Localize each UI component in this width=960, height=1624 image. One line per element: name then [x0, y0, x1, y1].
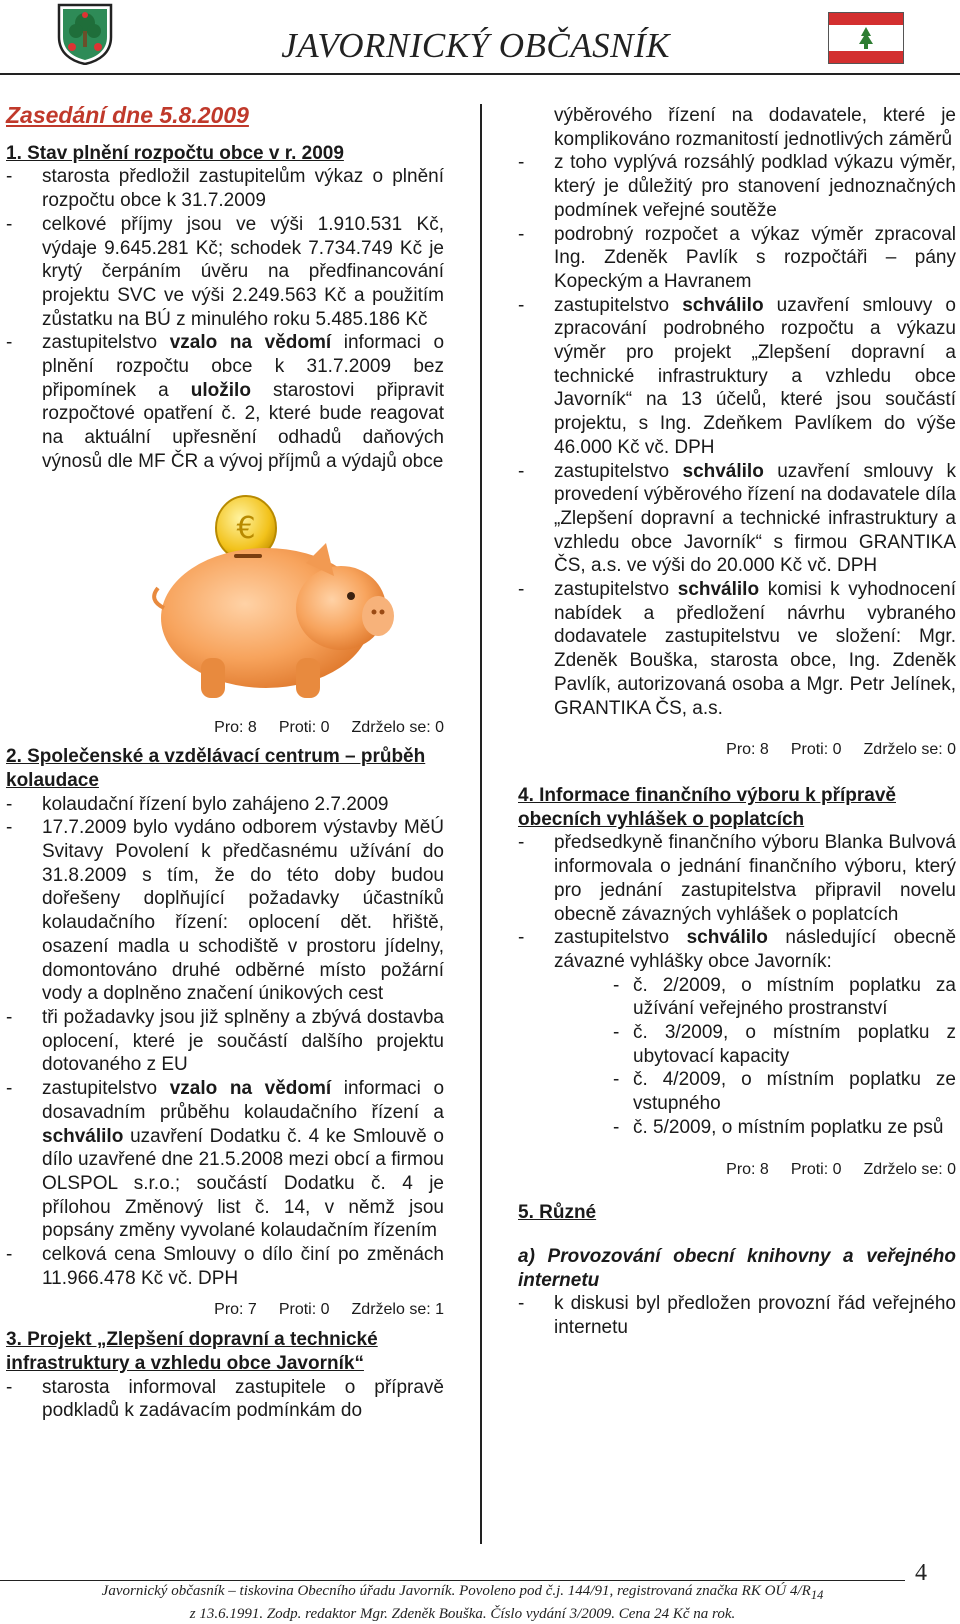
sub-list-item: - č. 2/2009, o místním poplatku za užívání veřejného prostranství	[613, 974, 956, 1020]
masthead	[0, 0, 960, 78]
list-item: - zastupitelstvo vzalo na vědomí informaci o dosavadním průběhu kolaudačního řízení a schválilo uzavření Dodatku č. 4 ke Smlouvě o dílo uzavřené dne 21.5.2008 mezi obcí a firmou OLSPOL s.r.o.; součástí Dodatku č. 4 je přílohou Změnový list č. 14, v němž jsou popsány změny vyvolané kolaudačním řízením	[6, 1078, 445, 1242]
meeting-date: Zasedání dne 5.8.2009	[6, 102, 249, 128]
footer-line-2: z 13.6.1991. Zodp. redaktor Mgr. Zdeněk Bouška. Číslo vydání 3/2009. Cena 24 Kč na rok.	[189, 1606, 736, 1622]
list-item: - zastupitelstvo vzalo na vědomí informaci o plnění rozpočtu obce k 31.7.2009 bez připomínek a uložilo starostovi připravit rozpočtové opatření č. 2, které bude reagovat na aktuální upřesnění odhadů daňových výnosů dle MF ČR a vývoj příjmů a výdajů obce	[6, 332, 445, 472]
left-column	[6, 104, 444, 1423]
vote-result: Pro: 8 Proti: 0 Zdrželo se: 0	[214, 718, 444, 736]
vote-result: Pro: 8 Proti: 0 Zdrželo se: 0	[726, 1160, 956, 1178]
section-3-heading: 3. Projekt „Zlepšení dopravní a technické infrastruktury a vzhledu obce Javorník“	[6, 1329, 378, 1374]
list-item: - tři požadavky jsou již splněny a zbývá dostavba oplocení, které je součástí dalšího projektu dotovaného z EU	[6, 1006, 444, 1076]
section-1-heading: 1. Stav plnění rozpočtu obce v r. 2009	[6, 142, 344, 164]
list-item: - zastupitelstvo schválilo uzavření smlouvy k provedení výběrového řízení na dodavatele díla „Zlepšení dopravní a technické infrastruktury a vzhledu obce Javorník“ s firmou GRANTIKA ČS, a.s. ve výši do 20.000 Kč vč. DPH	[518, 460, 956, 577]
footer-rule	[0, 1580, 905, 1581]
list-item: - starosta informoval zastupitele o přípravě podkladů k zadávacím podmínkám do	[6, 1376, 444, 1422]
masthead-rule	[0, 73, 960, 75]
list-item: - kolaudační řízení bylo zahájeno 2.7.2009	[6, 793, 389, 815]
list-item: - předsedkyně finančního výboru Blanka Bulvová informovala o jednání finančního výboru, který pro jednání zastupitelstva připravil novelu obecně závazných vyhlášek o poplatcích	[518, 832, 956, 925]
list-item: - z toho vyplývá rozsáhlý podklad výkazu výměr, který je důležitý pro stanovení jednoznačných podmínek veřejné soutěže	[518, 152, 956, 221]
section-2-heading: 2. Společenské a vzdělávací centrum – průběh kolaudace	[6, 746, 426, 791]
piggy-bank-icon	[146, 488, 446, 708]
subsection-heading: a) Provozování obecní knihovny a veřejného internetu	[518, 1245, 956, 1291]
list-item: - zastupitelstvo schválilo následující obecně závazné vyhlášky obce Javorník:	[518, 927, 957, 972]
footer-line-1: Javornický občasník – tiskovina Obecního úřadu Javorník. Povoleno pod č.j. 144/91, registrovaná značka RK OÚ $4/R_{14}$	[101, 1583, 824, 1602]
svg-text:€: €	[236, 510, 256, 546]
sub-list-item: - č. 5/2009, o místním poplatku ze psů	[613, 1116, 944, 1138]
list-item: - zastupitelstvo schválilo komisi k vyhodnocení nabídek a předložení návrhu vybraného dodavatele zastupitelstvu ve složení: Mgr. Zdeněk Bouška, starosta obce, Ing. Zdeněk Pavlík, autorizovaná osoba a Mgr. Petr Jelínek, GRANTIKA ČS, a.s.	[518, 579, 957, 719]
newsletter-title: JAVORNICKÝ OBČASNÍK	[281, 26, 670, 65]
vote-result: Pro: 8 Proti: 0 Zdrželo se: 0	[726, 741, 956, 759]
list-item: - celkové příjmy jsou ve výši 1.910.531 Kč, výdaje 9.645.281 Kč; schodek 7.734.749 Kč je krytý čerpáním úvěru na předfinancování projektu SVC ve výši 2.249.563 Kč a použitím zůstatku na BÚ z minulého roku 5.485.186 Kč	[6, 213, 444, 330]
sub-list-item: - č. 3/2009, o místním poplatku z ubytovací kapacity	[613, 1022, 956, 1067]
section-5-heading: 5. Různé	[518, 1202, 597, 1224]
section-4-heading: 4. Informace finančního výboru k přípravě obecních vyhlášek o poplatcích	[518, 784, 896, 830]
list-item: - celková cena Smlouvy o dílo činí po změnách 11.966.478 Kč vč. DPH	[6, 1244, 444, 1289]
page-number: 4	[915, 1560, 927, 1586]
list-item: - 17.7.2009 bylo vydáno odborem výstavby MěÚ Svitavy Povolení k předčasnému užívání do 31.8.2009 s tím, že do této doby budou dořešeny doplňující požadavky účastníků kolaudačního řízení: oplocení dět. hřiště, osazení madla u schodiště v prostoru jídelny, domontováno druhé odběrné místo požární vody a doplněno značení únikových cest	[6, 817, 444, 1005]
list-item: - zastupitelstvo schválilo uzavření smlouvy o zpracování podrobného rozpočtu a výkazu výměr pro projekt „Zlepšení dopravní a technické infrastruktury a vzhledu obce Javorník“ na 13 účelů, které jsou součástí projektu, s Ing. Zdeňkem Pavlíkem do výše 46.000 Kč vč. DPH	[518, 294, 957, 458]
footer	[20, 1582, 905, 1624]
vote-result: Pro: 7 Proti: 0 Zdrželo se: 1	[214, 1301, 444, 1319]
coat-of-arms-icon	[55, 3, 115, 65]
list-item: - podrobný rozpočet a výkaz výměr zpracoval Ing. Zdeněk Pavlík s rozpočtáři – pány Kopeckým a Havranem	[518, 223, 956, 292]
list-item: - starosta předložil zastupitelům výkaz o plnění rozpočtu obce k 31.7.2009	[6, 166, 444, 212]
column-divider	[480, 104, 482, 1544]
sub-list-item: - č. 4/2009, o místním poplatku ze vstupného	[613, 1069, 956, 1115]
flag-icon	[828, 12, 904, 64]
right-column	[518, 104, 956, 1340]
list-item: - k diskusi byl předložen provozní řád veřejného internetu	[518, 1293, 956, 1339]
continuation-text: výběrového řízení na dodavatele, které je komplikováno rozmanitostí jednotlivých záměrů	[554, 105, 956, 150]
